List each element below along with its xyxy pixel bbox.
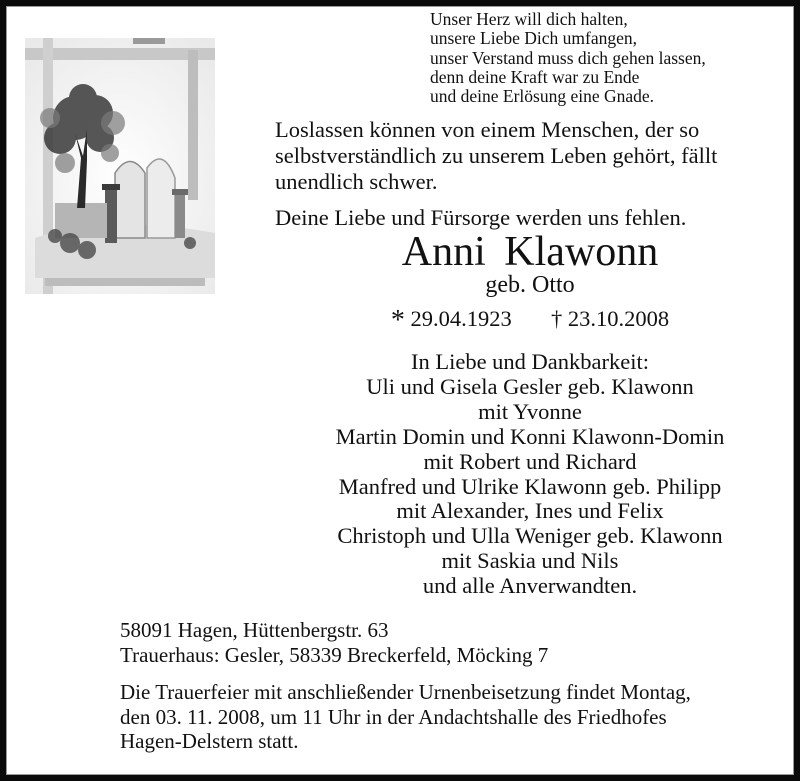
mourner-line: Martin Domin und Konni Klawonn-Domin (335, 423, 725, 449)
funeral-line: Hagen-Delstern statt. (120, 729, 299, 753)
mourner-line: mit Yvonne (478, 398, 582, 424)
intro-closing: Deine Liebe und Fürsorge werden uns fehlen. (275, 205, 687, 230)
intro-line: unendlich schwer. (275, 169, 438, 194)
funeral-notice (120, 680, 691, 754)
address-block (120, 618, 548, 667)
intro-line: Loslassen können von einem Menschen, der so (275, 117, 700, 142)
intro-line: selbstverständlich zu unserem Leben gehört, fällt (275, 143, 718, 168)
mourner-line: mit Saskia und Nils (441, 548, 619, 574)
poem-line: unsere Liebe Dich umfangen, (430, 28, 638, 49)
poem-line: denn deine Kraft war zu Ende (430, 66, 640, 87)
maiden-name: geb. Otto (485, 272, 575, 298)
life-dates (270, 305, 790, 335)
mourner-line: Uli und Gisela Gesler geb. Klawonn (366, 373, 694, 399)
mourner-line: Christoph und Ulla Weniger geb. Klawonn (337, 523, 723, 549)
mourners-heading: In Liebe und Dankbarkeit: (410, 349, 650, 374)
death-date: 23.10.2008 (567, 306, 670, 331)
funeral-line: Die Trauerfeier mit anschließender Urnenbeisetzung findet Montag, (120, 680, 691, 704)
mourner-line: und alle Anverwandten. (422, 573, 638, 599)
mourners-list (270, 350, 790, 599)
birth-star-icon: * (390, 305, 405, 336)
mourning-house-address: Trauerhaus: Gesler, 58339 Breckerfeld, Möcking 7 (120, 642, 549, 667)
mourner-line: Manfred und Ulrike Klawonn geb. Philipp (338, 473, 722, 499)
mourner-line: mit Alexander, Ines und Felix (396, 498, 664, 524)
mourner-line: mit Robert und Richard (423, 448, 637, 474)
poem-line: und deine Erlösung eine Gnade. (430, 86, 655, 107)
memorial-illustration (25, 38, 215, 294)
death-cross-icon: † (551, 306, 563, 331)
deceased-name: Anni Klawonn (401, 229, 659, 275)
garden-gate-sketch-icon (25, 38, 215, 294)
funeral-line: den 03. 11. 2008, um 11 Uhr in der Andachtshalle des Friedhofes (120, 704, 667, 729)
home-address: 58091 Hagen, Hüttenbergstr. 63 (120, 618, 389, 642)
poem-line: Unser Herz will dich halten, (430, 9, 628, 29)
intro-text (275, 117, 717, 231)
birth-date: 29.04.1923 (410, 306, 512, 331)
poem-line: unser Verstand muss dich gehen lassen, (430, 47, 706, 68)
poem (430, 10, 706, 106)
